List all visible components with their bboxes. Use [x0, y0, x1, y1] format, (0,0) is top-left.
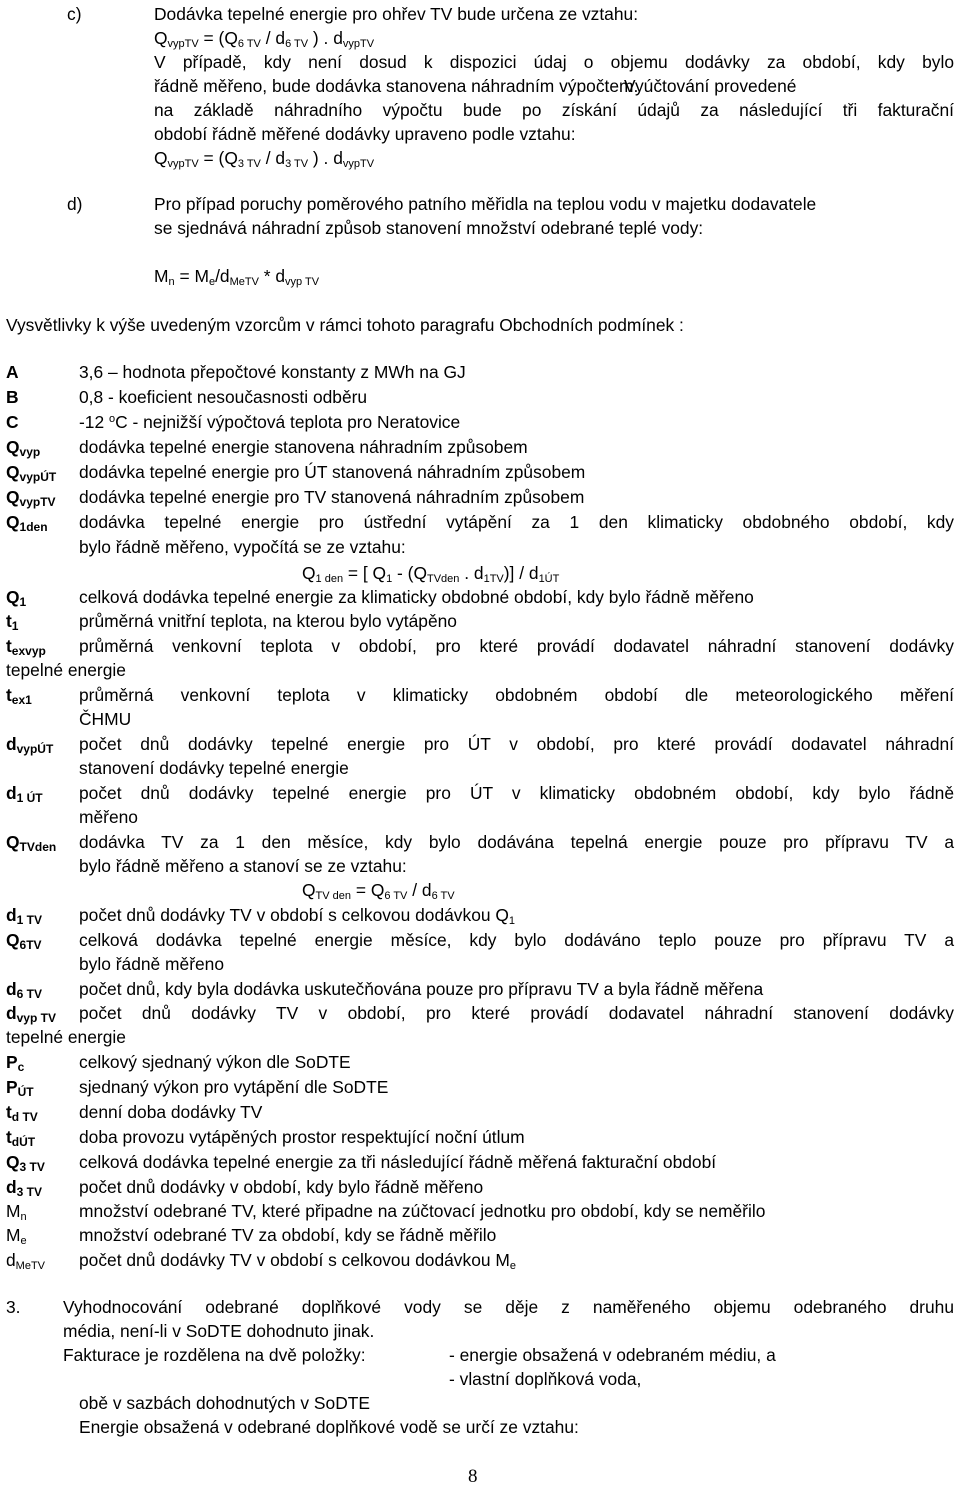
legend-text: tepelné energie — [6, 660, 126, 680]
legend-symbol: Q3 TV — [6, 1152, 45, 1174]
legend-symbol: texvyp — [6, 636, 46, 658]
legend-text: dodávka tepelné energie pro ústřední vytápění za 1 den klimaticky obdobného období, kdy — [79, 512, 954, 532]
legend-symbol: PÚT — [6, 1077, 34, 1099]
legend-symbol: Q6TV — [6, 930, 42, 952]
legend-text: 3,6 – hodnota přepočtové konstanty z MWh na GJ — [79, 362, 466, 382]
formula-qtvden: $Q_{TV den} = Q_{6 TV} / d_{6 TV}$ — [302, 880, 455, 902]
legend-symbol: d1 ÚT — [6, 783, 43, 805]
legend-symbol: A — [6, 362, 19, 382]
legend-text: celková dodávka tepelné energie za klimaticky obdobné období, kdy bylo řádně měřeno — [79, 587, 754, 607]
legend-text: počet dnů, kdy byla dodávka uskutečňována pouze pro přípravu TV a byla řádně měřena — [79, 979, 764, 999]
section-c-para-line: období řádně měřené dodávky upraveno podle vztahu: — [154, 124, 576, 144]
legend-symbol: QTVden — [6, 832, 57, 854]
page-number: 8 — [468, 1466, 478, 1487]
legend-text: počet dnů dodávky TV v období s celkovou dodávkou $M_e$ — [79, 1250, 516, 1272]
legend-text: stanovení dodávky tepelné energie — [79, 758, 349, 778]
section-3-text: - energie obsažená v odebraném médiu, a — [449, 1345, 776, 1365]
legend-text: počet dnů dodávky TV v období s celkovou dodávkou $Q_1$ — [79, 905, 516, 927]
legend-text: průměrná vnitřní teplota, na kterou bylo vytápěno — [79, 611, 457, 631]
section-c-para-line: řádně měřeno, bude dodávka stanovena náhradním výpočtem. — [154, 76, 639, 96]
legend-symbol: QvypÚT — [6, 462, 57, 484]
formula-qvyptv: $Q_{vypTV} = (Q_{6 TV} / d_{6 TV}$ ) . $d_{vypTV}$ — [154, 28, 375, 50]
explanations-heading: Vysvětlivky k výše uvedeným vzorcům v rámci tohoto paragrafu Obchodních podmínek : — [6, 315, 684, 335]
legend-text: denní doba dodávky TV — [79, 1102, 263, 1122]
legend-text: množství odebrané TV, které připadne na zúčtovací jednotku pro období, kdy se neměřilo — [79, 1201, 766, 1221]
formula-qvyptv-corrected: $Q_{vypTV} = (Q_{3 TV} / d_{3 TV}$ ) . $d_{vypTV}$ — [154, 148, 375, 170]
legend-symbol: tex1 — [6, 685, 32, 707]
legend-symbol: Q1 — [6, 587, 27, 609]
legend-symbol: B — [6, 387, 19, 407]
section-3-text: média, není-li v SoDTE dohodnuto jinak. — [63, 1321, 375, 1341]
legend-text: -12 $^o$C - nejnižší výpočtová teplota pro Neratovice — [79, 412, 461, 432]
section-3-text: Vyhodnocování odebrané doplňkové vody se děje z naměřeného objemu odebraného druhu — [63, 1297, 954, 1317]
section-3-text: obě v sazbách dohodnutých v SoDTE — [79, 1393, 370, 1413]
legend-text: 0,8 - koeficient nesoučasnosti odběru — [79, 387, 368, 407]
formula-q1den: $Q_{1 den}$ = [ $Q_1 - (Q_{TVden}$ . $d_{1TV})] / d_{1ÚT}$ — [302, 563, 560, 585]
section-c-para-line: Vyúčtování provedené — [624, 76, 797, 96]
legend-text: celková dodávka tepelné energie za tři následující řádně měřená fakturační období — [79, 1152, 717, 1172]
legend-text: množství odebrané TV za období, kdy se řádně měřilo — [79, 1225, 497, 1245]
legend-symbol: d1 TV — [6, 905, 42, 927]
legend-symbol: $M_n$ — [6, 1201, 27, 1223]
section-c-label: c) — [67, 4, 82, 24]
legend-symbol: Q1den — [6, 512, 48, 534]
section-d-label: d) — [67, 194, 83, 214]
legend-text: doba provozu vytápěných prostor respektující noční útlum — [79, 1127, 525, 1147]
section-c-para-line: V případě, kdy není dosud k dispozici údaj o objemu dodávky za období, kdy bylo — [154, 52, 954, 72]
legend-text: bylo řádně měřeno, vypočítá se ze vztahu: — [79, 537, 406, 557]
legend-text: dodávka tepelné energie stanovena náhradním způsobem — [79, 437, 528, 457]
legend-symbol: d3 TV — [6, 1177, 42, 1199]
legend-symbol: $d_{MeTV}$ — [6, 1250, 46, 1272]
legend-text: počet dnů dodávky tepelné energie pro ÚT v klimaticky obdobném období, kdy bylo řádně — [79, 783, 954, 803]
legend-symbol: C — [6, 412, 19, 432]
section-3-text: Fakturace je rozdělena na dvě položky: — [63, 1345, 366, 1365]
legend-symbol: d6 TV — [6, 979, 42, 1001]
legend-symbol: QvypTV — [6, 487, 56, 509]
legend-symbol: $M_e$ — [6, 1225, 27, 1247]
legend-symbol: dvypÚT — [6, 734, 54, 756]
section-c-para-line: na základě náhradního výpočtu bude po získání údajů za následující tři fakturační — [154, 100, 954, 120]
legend-text: počet dnů dodávky tepelné energie pro ÚT v období, pro které provádí dodavatel náhradní — [79, 734, 954, 754]
section-3-number: 3. — [6, 1297, 21, 1317]
section-3-text: - vlastní doplňková voda, — [449, 1369, 642, 1389]
legend-text: měřeno — [79, 807, 138, 827]
legend-symbol: td TV — [6, 1102, 38, 1124]
legend-text: sjednaný výkon pro vytápění dle SoDTE — [79, 1077, 389, 1097]
section-d-text: Pro případ poruchy poměrového patního měřidla na teplou vodu v majetku dodavatele — [154, 194, 817, 214]
legend-text: ČHMU — [79, 709, 132, 729]
legend-text: počet dnů dodávky v období, kdy bylo řádně měřeno — [79, 1177, 484, 1197]
legend-symbol: t1 — [6, 611, 19, 633]
legend-symbol: Pc — [6, 1052, 25, 1074]
legend-symbol: tdÚT — [6, 1127, 36, 1149]
section-c-intro: Dodávka tepelné energie pro ohřev TV bude určena ze vztahu: — [154, 4, 639, 24]
legend-text: průměrná venkovní teplota v období, pro které provádí dodavatel náhradní stanovení dodávky — [79, 636, 954, 656]
legend-text: dodávka TV za 1 den měsíce, kdy bylo dodávána tepelná energie pouze pro přípravu TV a — [79, 832, 954, 852]
legend-text: počet dnů dodávky TV v období, pro které provádí dodavatel náhradní stanovení dodávky — [79, 1003, 954, 1023]
legend-text: bylo řádně měřeno a stanoví se ze vztahu: — [79, 856, 407, 876]
legend-symbol: Qvyp — [6, 437, 41, 459]
legend-text: tepelné energie — [6, 1027, 126, 1047]
section-d-text: se sjednává náhradní způsob stanovení množství odebrané teplé vody: — [154, 218, 704, 238]
legend-text: dodávka tepelné energie pro TV stanovená náhradním způsobem — [79, 487, 585, 507]
legend-text: dodávka tepelné energie pro ÚT stanovená náhradním způsobem — [79, 462, 586, 482]
legend-text: průměrná venkovní teplota v klimaticky obdobném období dle meteorologického měření — [79, 685, 954, 705]
legend-symbol: dvyp TV — [6, 1003, 56, 1025]
legend-text: celková dodávka tepelné energie měsíce, kdy bylo dodáváno teplo pouze pro přípravu TV a — [79, 930, 954, 950]
formula-mn: $M_n = M_e/d_{MeTV} * d_{vyp TV}$ — [154, 266, 320, 288]
section-3-text: Energie obsažená v odebrané doplňkové vodě se určí ze vztahu: — [79, 1417, 579, 1437]
legend-text: bylo řádně měřeno — [79, 954, 225, 974]
legend-text: celkový sjednaný výkon dle SoDTE — [79, 1052, 351, 1072]
